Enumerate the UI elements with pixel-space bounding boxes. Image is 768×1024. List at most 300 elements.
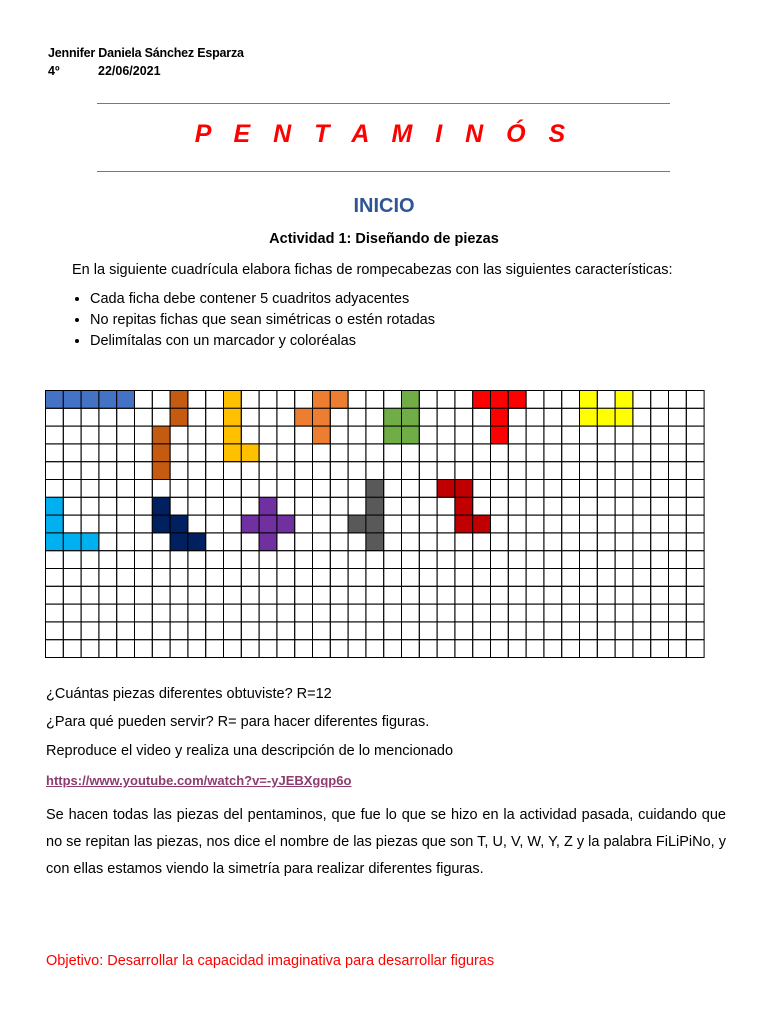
piece-x-cell [259,533,277,551]
grid-cell [99,497,117,515]
grid-cell [81,569,99,587]
grid-cell [241,497,259,515]
grid-cell [117,497,135,515]
grid-cell [366,551,384,569]
grid-cell [651,569,669,587]
grid-cell [259,462,277,480]
grid-cell [686,426,704,444]
grid-cell [562,533,580,551]
grid-cell [491,480,509,498]
grid-cell [491,569,509,587]
grid-cell [295,640,313,658]
grid-cell [330,622,348,640]
grid-cell [580,480,598,498]
grid-cell [491,497,509,515]
grid-cell [580,640,598,658]
grid-cell [580,586,598,604]
grid-cell [117,586,135,604]
grid-cell [259,640,277,658]
grid-cell [224,515,242,533]
grid-cell [152,622,170,640]
grid-cell [313,515,331,533]
grid-cell [526,533,544,551]
grid-cell [651,604,669,622]
grid-cell [99,604,117,622]
grid-cell [188,640,206,658]
grid-cell [508,551,526,569]
grid-cell [651,391,669,409]
grid-cell [508,622,526,640]
grid-cell [669,462,687,480]
grid-cell [224,586,242,604]
grid-cell [259,480,277,498]
grid-cell [170,462,188,480]
grid-cell [544,480,562,498]
grid-cell [597,480,615,498]
piece-x-cell [259,515,277,533]
grid-cell [597,444,615,462]
grid-cell [241,480,259,498]
grid-cell [669,640,687,658]
grid-cell [295,391,313,409]
grid-cell [46,586,64,604]
grid-cell [402,551,420,569]
grid-cell [277,426,295,444]
grid-cell [46,444,64,462]
piece-p-cell [402,426,420,444]
piece-w-cell [170,533,188,551]
grid-cell [508,569,526,587]
grid-cell [491,604,509,622]
grid-cell [135,533,153,551]
grid-cell [651,640,669,658]
grid-cell [580,426,598,444]
grid-cell [384,569,402,587]
grid-cell [81,640,99,658]
grid-cell [46,480,64,498]
grid-cell [437,604,455,622]
piece-y-cell [348,515,366,533]
grid-cell [455,586,473,604]
grid-cell [277,497,295,515]
grid-cell [46,622,64,640]
piece-v-cell [63,533,81,551]
grid-cell [206,408,224,426]
grid-cell [526,444,544,462]
grid-cell [170,444,188,462]
grid-cell [473,497,491,515]
grid-cell [437,426,455,444]
grid-cell [669,515,687,533]
grid-cell [473,408,491,426]
grid-cell [508,586,526,604]
grid-cell [597,569,615,587]
grid-cell [384,462,402,480]
grid-cell [419,515,437,533]
piece-f-cell [295,408,313,426]
grid-cell [544,586,562,604]
grid-cell [669,604,687,622]
grid-cell [633,551,651,569]
grid-cell [99,622,117,640]
grid-cell [170,480,188,498]
grid-cell [170,569,188,587]
grid-cell [526,462,544,480]
grid-cell [224,604,242,622]
grid-cell [686,480,704,498]
grid-cell [526,622,544,640]
grid-cell [241,462,259,480]
piece-u-cell [580,408,598,426]
grid-cell [206,426,224,444]
grid-cell [597,462,615,480]
grid-cell [473,622,491,640]
grid-cell [241,604,259,622]
grid-cell [455,408,473,426]
grid-cell [686,640,704,658]
grid-cell [366,622,384,640]
grid-cell [402,515,420,533]
grid-cell [188,462,206,480]
grid-cell [562,426,580,444]
grid-cell [277,533,295,551]
pentomino-grid [45,390,706,660]
grid-cell [562,551,580,569]
grid-cell [135,462,153,480]
grid-cell [241,391,259,409]
grid-cell [366,444,384,462]
grid-cell [437,586,455,604]
grid-cell [295,480,313,498]
grid-cell [633,426,651,444]
grid-cell [330,515,348,533]
grid-cell [366,391,384,409]
grid-cell [508,408,526,426]
grid-cell [188,586,206,604]
grid-cell [633,497,651,515]
grid-cell [295,426,313,444]
grid-cell [259,551,277,569]
piece-l-cell [224,444,242,462]
grid-cell [473,640,491,658]
grid-cell [473,586,491,604]
grid-cell [437,622,455,640]
grid-cell [473,533,491,551]
grid-cell [152,640,170,658]
grid-cell [615,586,633,604]
grid-cell [473,462,491,480]
piece-y-cell [366,515,384,533]
grid-cell [135,391,153,409]
grid-cell [384,640,402,658]
grid-cell [597,622,615,640]
grid-cell [348,586,366,604]
piece-x-cell [259,497,277,515]
grid-cell [99,586,117,604]
grid-cell [170,426,188,444]
grid-cell [295,515,313,533]
grid-cell [651,462,669,480]
grid-cell [384,586,402,604]
grid-cell [313,640,331,658]
grid-cell [686,551,704,569]
grid-cell [473,480,491,498]
grid-cell [348,551,366,569]
video-link[interactable]: https://www.youtube.com/watch?v=-yJEBXgqp6o [46,773,352,788]
grid-cell [597,586,615,604]
grid-cell [544,391,562,409]
grid-cell [651,586,669,604]
grid-cell [206,604,224,622]
grid-cell [330,604,348,622]
piece-z-cell [437,480,455,498]
grid-cell [651,533,669,551]
grid-cell [384,551,402,569]
grid-cell [544,569,562,587]
grid-cell [580,497,598,515]
grid-cell [580,551,598,569]
grid-cell [437,551,455,569]
grid-cell [651,497,669,515]
grid-cell [686,586,704,604]
grid-cell [526,408,544,426]
grid-cell [562,497,580,515]
grid-cell [615,569,633,587]
grid-cell [206,462,224,480]
grid-cell [206,515,224,533]
piece-z-cell [455,515,473,533]
grid-cell [455,462,473,480]
grid-cell [81,480,99,498]
grid-cell [437,408,455,426]
grid-cell [348,533,366,551]
grid-cell [669,480,687,498]
grid-cell [615,480,633,498]
grid-cell [526,391,544,409]
grid-cell [63,480,81,498]
grid-cell [633,622,651,640]
question-purpose: ¿Para qué pueden servir? R= para hacer diferentes figuras. [46,714,430,730]
grid-cell [46,408,64,426]
piece-i-cell [117,391,135,409]
grid-cell [152,569,170,587]
grid-cell [633,391,651,409]
grid-cell [63,569,81,587]
grid-cell [402,462,420,480]
grid-cell [152,551,170,569]
grid-cell [188,551,206,569]
grid-cell [99,480,117,498]
grid-cell [651,622,669,640]
grid-cell [402,586,420,604]
grid-cell [419,604,437,622]
grid-cell [259,604,277,622]
question-pieces-count: ¿Cuántas piezas diferentes obtuviste? R=12 [46,686,332,702]
grid-cell [544,462,562,480]
grid-cell [686,408,704,426]
grid-cell [348,444,366,462]
grid-cell [81,551,99,569]
grid-cell [348,426,366,444]
grid-cell [224,480,242,498]
grid-cell [633,604,651,622]
grid-cell [152,480,170,498]
piece-n-cell [152,426,170,444]
grid-cell [651,480,669,498]
grid-cell [46,551,64,569]
grid-cell [63,604,81,622]
grid-cell [384,533,402,551]
grid-cell [686,604,704,622]
list-item: • Delimítalas con un marcador y coloréalas [90,331,435,352]
piece-l-cell [224,426,242,444]
grid-cell [491,586,509,604]
grid-cell [99,462,117,480]
grid-cell [508,515,526,533]
grid-cell [366,604,384,622]
objective-text: Objetivo: Desarrollar la capacidad imaginativa para desarrollar figuras [46,953,495,969]
piece-i-cell [63,391,81,409]
grid-cell [597,640,615,658]
grid-cell [455,533,473,551]
grid-cell [686,497,704,515]
grid-cell [117,444,135,462]
piece-n-cell [152,462,170,480]
piece-t-cell [491,391,509,409]
grid-cell [473,604,491,622]
grid-cell [544,604,562,622]
grid-cell [206,444,224,462]
grid-cell [633,586,651,604]
grid-cell [188,391,206,409]
grid-cell [491,462,509,480]
grid-cell [117,515,135,533]
grid-cell [241,408,259,426]
grid-cell [526,586,544,604]
grid-cell [491,551,509,569]
grid-cell [188,480,206,498]
grid-cell [633,444,651,462]
grid-cell [259,622,277,640]
piece-w-cell [188,533,206,551]
grid-cell [437,569,455,587]
grid-cell [508,480,526,498]
grid-cell [330,480,348,498]
grid-cell [241,426,259,444]
grid-cell [562,480,580,498]
grid-cell [99,426,117,444]
grid-cell [135,640,153,658]
grid-cell [117,480,135,498]
grid-cell [135,426,153,444]
grid-cell [562,391,580,409]
grid-cell [562,586,580,604]
grid-cell [99,640,117,658]
intro-text: En la siguiente cuadrícula elabora fichas de rompecabezas con las siguientes características: [72,262,673,278]
grid-cell [455,391,473,409]
grid-cell [81,408,99,426]
list-item: • No repitas fichas que sean simétricas o estén rotadas [90,310,435,331]
grid-cell [651,444,669,462]
grid-cell [615,497,633,515]
grid-cell [544,426,562,444]
grid-cell [384,391,402,409]
piece-i-cell [99,391,117,409]
grid-cell [348,480,366,498]
grid-cell [188,408,206,426]
grid-cell [526,569,544,587]
grid-cell [669,569,687,587]
grid-cell [313,586,331,604]
piece-p-cell [402,391,420,409]
piece-f-cell [330,391,348,409]
grid-cell [259,444,277,462]
grid-cell [277,480,295,498]
grid-cell [313,533,331,551]
grid-cell [81,497,99,515]
grid-cell [491,640,509,658]
piece-z-cell [455,480,473,498]
grid-cell [277,622,295,640]
grid-cell [313,462,331,480]
grid-cell [46,604,64,622]
grid-cell [330,533,348,551]
grid-cell [384,480,402,498]
grid-cell [544,444,562,462]
grid-cell [135,497,153,515]
grid-cell [330,408,348,426]
piece-i-cell [46,391,64,409]
grid-cell [81,604,99,622]
grid-cell [206,497,224,515]
piece-f-cell [313,408,331,426]
grid-cell [46,462,64,480]
grid-cell [313,551,331,569]
grid-cell [455,551,473,569]
grid-cell [491,444,509,462]
grid-cell [508,444,526,462]
grid-cell [366,426,384,444]
piece-t-cell [473,391,491,409]
grid-cell [117,533,135,551]
grid-cell [63,622,81,640]
piece-v-cell [46,533,64,551]
grid-cell [295,533,313,551]
grid-cell [597,515,615,533]
grid-cell [633,640,651,658]
grid-cell [651,551,669,569]
grid-cell [206,480,224,498]
grid-cell [63,444,81,462]
piece-u-cell [597,408,615,426]
grid-cell [313,444,331,462]
grid-cell [686,391,704,409]
grid-cell [526,551,544,569]
grid-cell [117,640,135,658]
grid-cell [473,551,491,569]
grid-cell [152,586,170,604]
grid-cell [277,391,295,409]
grid-cell [580,533,598,551]
grid-cell [241,622,259,640]
grid-cell [437,515,455,533]
grid-cell [81,622,99,640]
grid-cell [437,640,455,658]
grid-cell [135,604,153,622]
grid-cell [402,497,420,515]
grid-cell [686,533,704,551]
grid-cell [562,515,580,533]
